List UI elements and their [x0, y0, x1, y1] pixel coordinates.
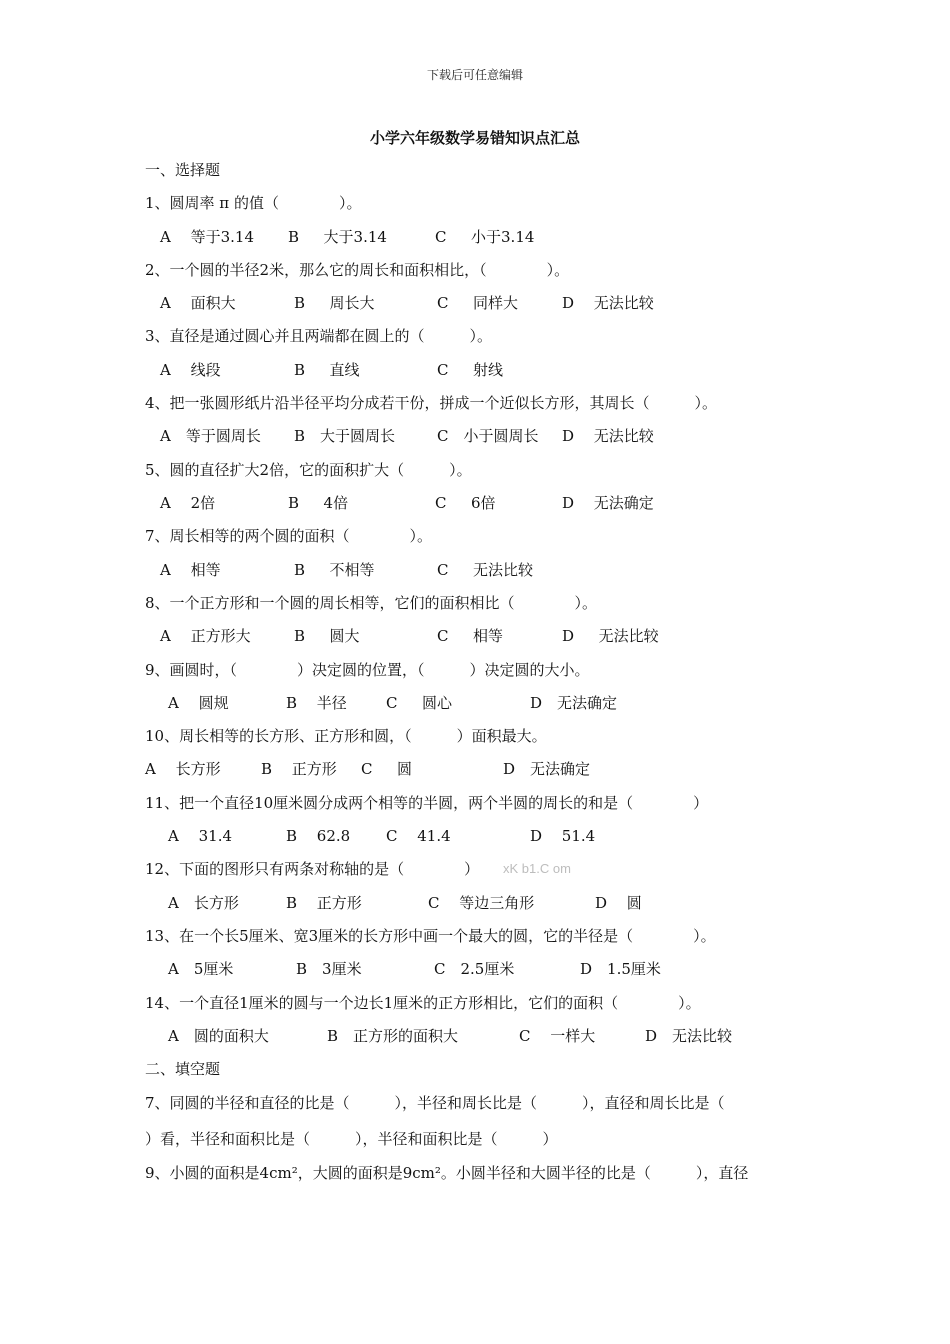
option-b: B 62.8: [286, 827, 351, 845]
question-stem: 4、把一张圆形纸片沿半径平均分成若干份，拼成一个近似长方形，其周长（ ）。: [145, 394, 718, 412]
option-a: A 31.4: [168, 827, 232, 845]
option-a: A 5厘米: [168, 960, 234, 978]
option-a: A 等于3.14: [160, 228, 254, 246]
option-b: B 大于3.14: [288, 228, 387, 246]
question-stem: 2、一个圆的半径2米，那么它的周长和面积相比，（ ）。: [145, 261, 570, 279]
question-stem: 13、在一个长5厘米、宽3厘米的长方形中画一个最大的圆，它的半径是（ ）。: [145, 927, 716, 945]
option-b: B 正方形的面积大: [327, 1027, 459, 1045]
option-d: D 无法确定: [562, 494, 654, 512]
option-b: B 圆大: [294, 627, 360, 645]
option-a: A 线段: [160, 361, 221, 379]
option-b: B 直线: [294, 361, 360, 379]
fill-question-7-line-1: 7、同圆的半径和直径的比是（ ），半径和周长比是（ ），直径和周长比是（: [145, 1094, 725, 1112]
option-d: D 无法确定: [503, 760, 591, 778]
option-c: C 一样大: [519, 1027, 596, 1045]
option-b: B 周长大: [294, 294, 375, 312]
option-b: B 不相等: [294, 561, 375, 579]
question-stem: 11、把一个直径10厘米圆分成两个相等的半圆，两个半圆的周长的和是（ ）: [145, 794, 709, 812]
question-stem: 14、一个直径1厘米的圆与一个边长1厘米的正方形相比，它们的面积（ ）。: [145, 994, 701, 1012]
option-d: D 51.4: [530, 827, 596, 845]
option-c: C 小于3.14: [435, 228, 535, 246]
option-d: D 1.5厘米: [580, 960, 661, 978]
option-c: C 无法比较: [437, 561, 534, 579]
question-stem: 3、直径是通过圆心并且两端都在圆上的（ ）。: [145, 327, 493, 345]
option-a: A 长方形: [168, 894, 239, 912]
option-a: A 圆规: [168, 694, 229, 712]
option-c: C 等边三角形: [428, 894, 535, 912]
option-c: C 相等: [437, 627, 504, 645]
option-b: B 半径: [286, 694, 347, 712]
question-stem: 12、下面的图形只有两条对称轴的是（ ）: [145, 860, 480, 878]
option-c: C 射线: [437, 361, 504, 379]
option-c: C 同样大: [437, 294, 519, 312]
option-c: C 6倍: [435, 494, 496, 512]
option-d: D 无法比较: [562, 294, 654, 312]
option-a: A 正方形大: [160, 627, 251, 645]
option-c: C 圆: [361, 760, 413, 778]
option-b: B 4倍: [288, 494, 349, 512]
section-heading-fill: 二、填空题: [145, 1060, 221, 1078]
option-b: B 正方形: [261, 760, 337, 778]
option-d: D 无法确定: [530, 694, 618, 712]
option-a: A 圆的面积大: [168, 1027, 269, 1045]
option-d: D 圆: [595, 894, 642, 912]
option-a: A 面积大: [160, 294, 236, 312]
page-title: 小学六年级数学易错知识点汇总: [369, 129, 580, 147]
option-b: B 3厘米: [296, 960, 362, 978]
option-d: D 无法比较: [562, 427, 654, 445]
question-stem: 1、圆周率 π 的值（ ）。: [145, 194, 362, 212]
option-a: A 等于圆周长: [160, 427, 261, 445]
option-a: A 2倍: [160, 494, 216, 512]
option-c: C 圆心: [386, 694, 453, 712]
header-note: 下载后可任意编辑: [426, 68, 523, 82]
option-a: A 长方形: [145, 760, 221, 778]
option-d: D 无法比较: [562, 627, 659, 645]
fill-question-9-line-1: 9、小圆的面积是4cm²，大圆的面积是9cm²。小圆半径和大圆半径的比是（ ），直径: [145, 1164, 749, 1182]
option-d: D 无法比较: [645, 1027, 733, 1045]
question-stem: 10、周长相等的长方形、正方形和圆，（ ）面积最大。: [145, 727, 547, 745]
watermark-text: xK b1.C om: [503, 861, 571, 876]
option-b: B 正方形: [286, 894, 362, 912]
question-stem: 5、圆的直径扩大2倍，它的面积扩大（ ）。: [145, 461, 472, 479]
question-stem: 7、周长相等的两个圆的面积（ ）。: [145, 527, 433, 545]
option-b: B 大于圆周长: [294, 427, 396, 445]
option-c: C 41.4: [386, 827, 451, 845]
option-c: C 2.5厘米: [434, 960, 515, 978]
fill-question-7-line-2: ）看，半径和面积比是（ ），半径和面积比是（ ）: [145, 1130, 558, 1148]
question-stem: 9、画圆时，（ ）决定圆的位置，（ ）决定圆的大小。: [145, 661, 590, 679]
option-c: C 小于圆周长: [437, 427, 539, 445]
section-heading-choice: 一、选择题: [145, 161, 221, 179]
option-a: A 相等: [160, 561, 221, 579]
question-stem: 8、一个正方形和一个圆的周长相等，它们的面积相比（ ）。: [145, 594, 598, 612]
